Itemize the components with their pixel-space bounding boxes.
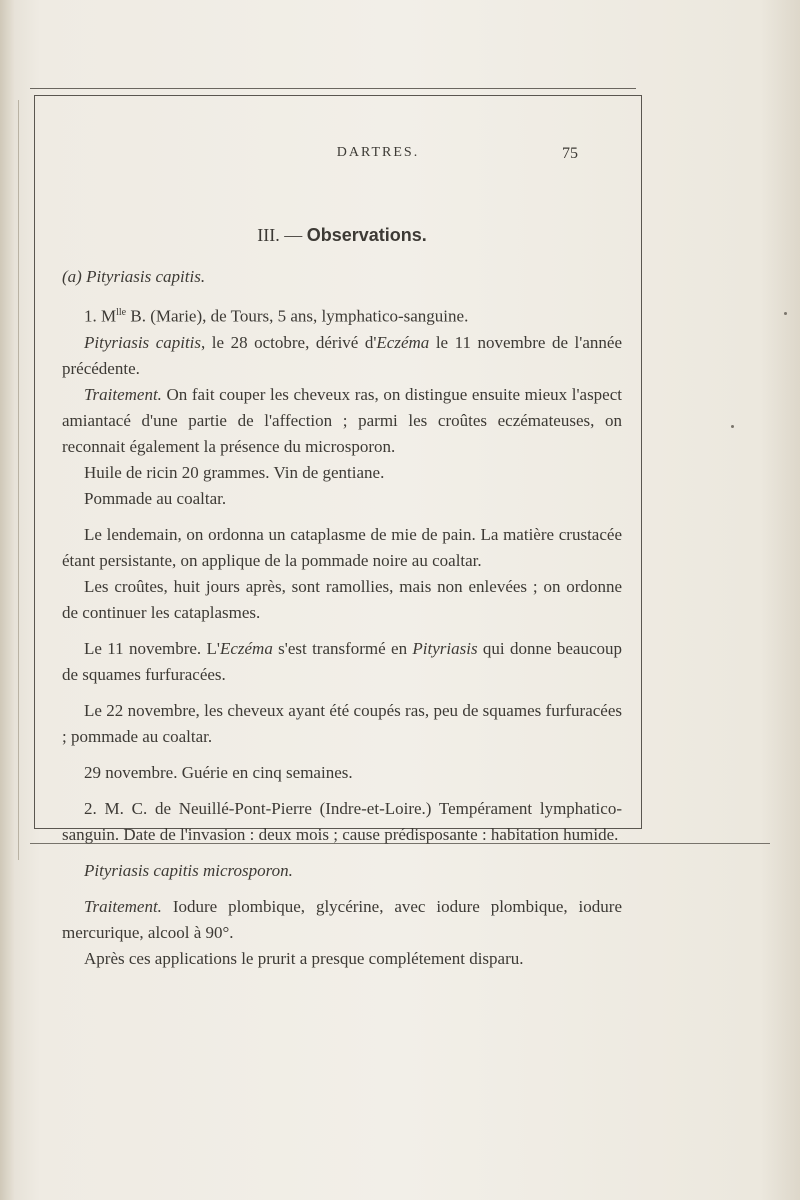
case1-treatment bbox=[62, 382, 622, 460]
case1-treat-text: On fait couper les cheveux ras, on distingue ensuite mieux l'aspect amiantacé d'une partie de l'affection ; parmi les croûtes eczémateuses, on reconnait également la présence du microsporon. bbox=[62, 384, 622, 456]
case2-intro: 2. M. C. de Neuillé-Pont-Pierre (Indre-et-Loire.) Tempérament lymphatico-sanguin. Date de l'invasion : deux mois ; cause prédisposante : habitation humide. bbox=[62, 798, 622, 844]
case1-nov11-post: qui donne beaucoup de squames furfuracées. bbox=[62, 638, 622, 684]
case1-diagnosis bbox=[62, 330, 622, 382]
case2-diagnosis bbox=[62, 858, 622, 884]
speck bbox=[784, 312, 787, 315]
case1-treat-label: Traitement. bbox=[84, 384, 162, 404]
section-heading bbox=[62, 222, 622, 248]
case2-treatment bbox=[62, 894, 622, 946]
book-gutter-edge bbox=[0, 0, 14, 1200]
subsection-heading bbox=[62, 264, 622, 290]
section-number: III. — bbox=[257, 225, 307, 245]
case1-diag-post: le 11 novembre de l'année précédente. bbox=[62, 332, 622, 378]
case1-intro-sup: lle bbox=[116, 307, 127, 318]
case1-diag-term: Pityriasis capitis bbox=[84, 332, 202, 352]
case1-week: Les croûtes, huit jours après, sont ramollies, mais non enlevées ; on ordonne de continuer les cataplasmes. bbox=[62, 576, 622, 622]
case1-diag-mid: , le 28 octobre, dérivé d' bbox=[201, 332, 377, 352]
subsection-a-title: (a) Pityriasis capitis. bbox=[62, 267, 206, 286]
case1-intro-post: B. (Marie), de Tours, 5 ans, lymphatico-sanguine. bbox=[126, 306, 469, 326]
case1-next-day: Le lendemain, on ordonna un cataplasme de mie de pain. La matière crustacée étant persistante, on applique de la pommade noire au coaltar. bbox=[62, 524, 622, 570]
case1-diag-term2: Eczéma bbox=[376, 332, 430, 352]
case1-nov11-term2: Pityriasis bbox=[412, 638, 478, 658]
section-title: Observations. bbox=[306, 225, 427, 245]
case1-nov29: 29 novembre. Guérie en cinq semaines. bbox=[84, 762, 353, 782]
case1-nov22: Le 22 novembre, les cheveux ayant été coupés ras, peu de squames furfuracées ; pommade au coaltar. bbox=[62, 700, 622, 746]
page-number: 75 bbox=[562, 145, 578, 162]
speck bbox=[731, 425, 734, 428]
case2-treat-text: Iodure plombique, glycérine, avec iodure plombique, iodure mercurique, alcool à 90°. bbox=[62, 896, 622, 942]
frame-outer-top-line bbox=[30, 88, 636, 89]
case2-treat-label: Traitement. bbox=[84, 896, 162, 916]
case1-rx2: Pommade au coaltar. bbox=[84, 488, 227, 508]
case1-rx1: Huile de ricin 20 grammes. Vin de gentiane. bbox=[84, 462, 385, 482]
running-title: DARTRES. bbox=[336, 145, 420, 160]
case1-intro bbox=[62, 300, 622, 330]
case2-diag-term: Pityriasis capitis microsporon. bbox=[84, 860, 293, 880]
page-body bbox=[62, 222, 622, 982]
case1-nov11-mid: s'est transformé en bbox=[272, 638, 413, 658]
case1-nov11 bbox=[62, 636, 622, 688]
case1-nov11-term1: Eczéma bbox=[219, 638, 273, 658]
case1-nov11-pre: Le 11 novembre. L' bbox=[84, 638, 220, 658]
gutter-rule bbox=[18, 100, 19, 860]
case2-after: Après ces applications le prurit a presque complétement disparu. bbox=[84, 948, 524, 968]
case1-intro-pre: 1. M bbox=[84, 306, 117, 326]
